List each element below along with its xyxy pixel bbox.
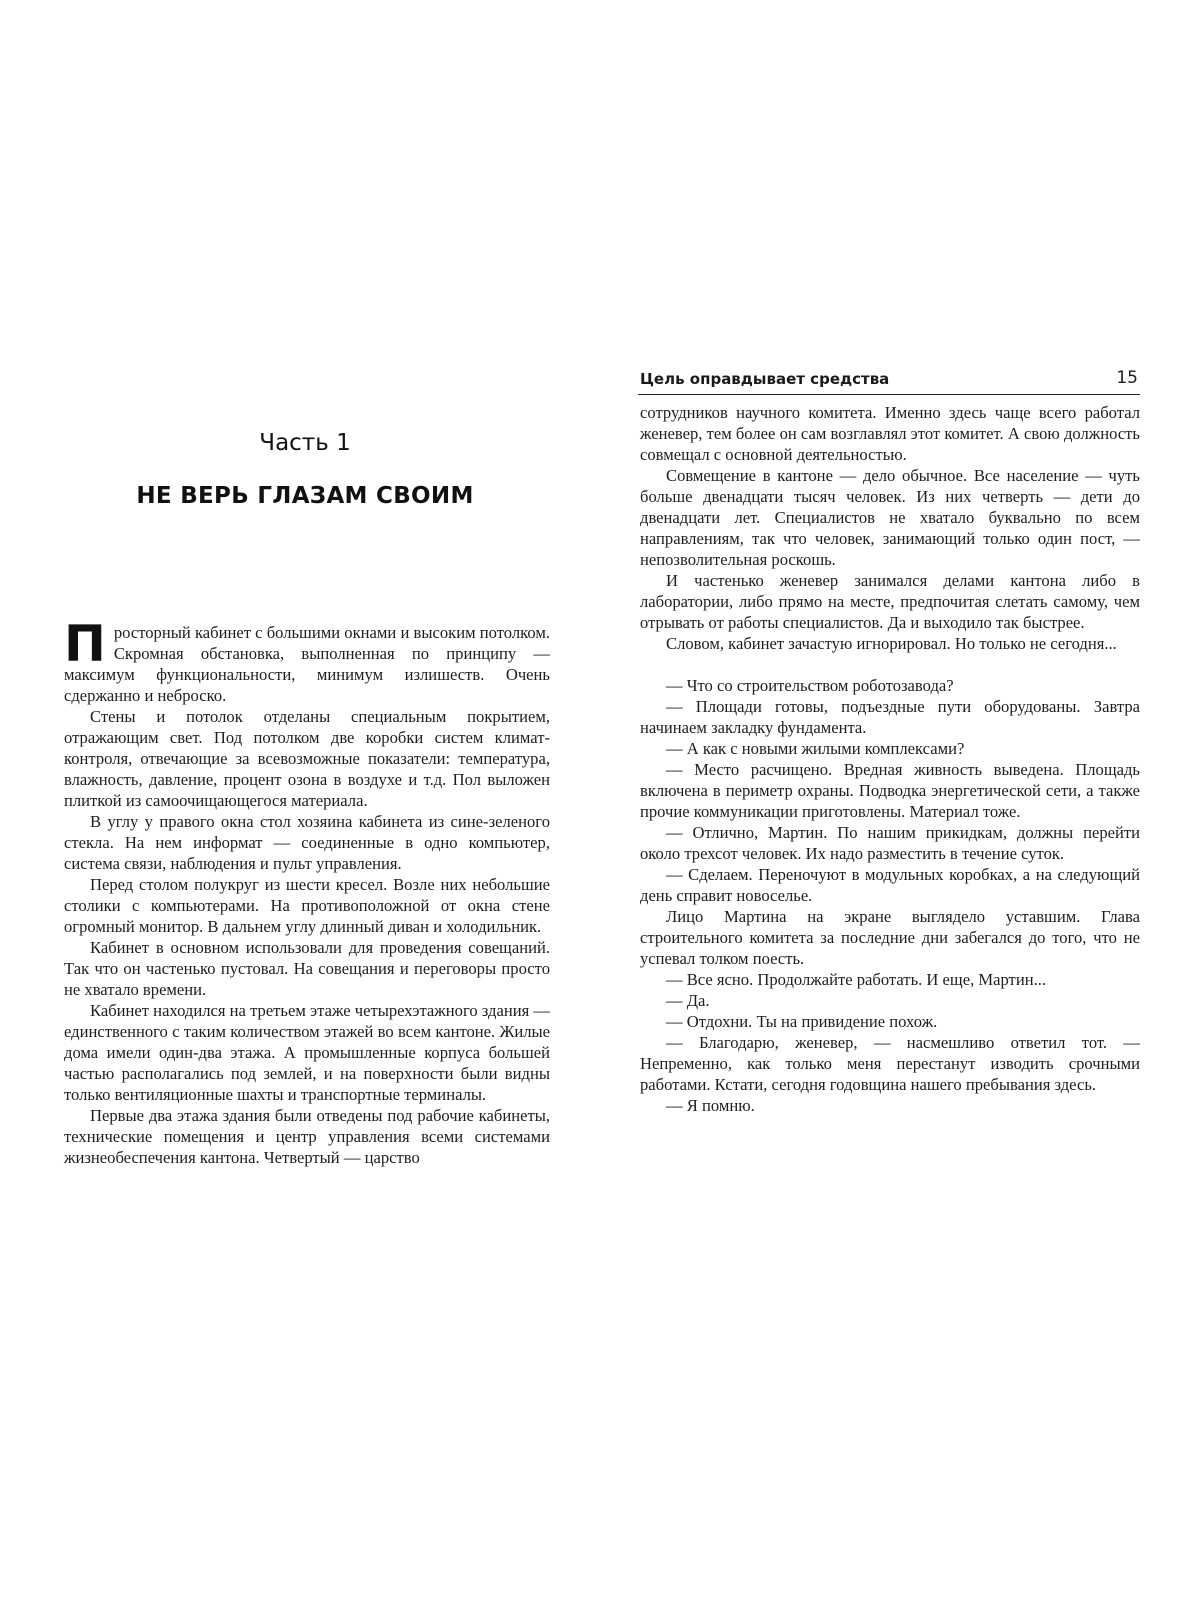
- paragraph: И частенько женевер занимался делами кантона либо в лаборатории, либо прямо на месте, предпочитая слетать самому, чем отрывать от работы специалистов. Да и выходило так быстрее.: [640, 571, 1140, 632]
- paragraph: Лицо Мартина на экране выглядело уставшим. Глава строительного комитета за последние дни забегался до того, что не успевал толком поесть.: [640, 907, 1140, 968]
- paragraph: Первые два этажа здания были отведены под рабочие кабинеты, технические помещения и центр управления всеми системами жизнеобеспечения кантона. Четвертый — царство: [64, 1106, 550, 1167]
- dialogue-line: — Отлично, Мартин. По нашим прикидкам, должны перейти около трехсот человек. Их надо разместить в течение суток.: [640, 823, 1140, 863]
- paragraph: В углу у правого окна стол хозяина кабинета из сине-зеленого стекла. На нем информат — соединенные в одно компьютер, система связи, наблюдения и пульт управления.: [64, 812, 550, 873]
- paragraph: Кабинет в основном использовали для проведения совещаний. Так что он частенько пустовал. На совещания и переговоры просто не хватало времени.: [64, 938, 550, 999]
- paragraph: Словом, кабинет зачастую игнорировал. Но только не сегодня...: [666, 634, 1117, 653]
- dialogue-line: — Отдохни. Ты на привидение похож.: [666, 1012, 938, 1031]
- dialogue-line: — Все ясно. Продолжайте работать. И еще, Мартин...: [666, 970, 1047, 989]
- paragraph: Перед столом полукруг из шести кресел. Возле них небольшие столики с компьютерами. На противоположной от окна стене огромный монитор. В дальнем углу длинный диван и холодильник.: [64, 875, 550, 936]
- dialogue-line: — Благодарю, женевер, — насмешливо ответил тот. — Непременно, как только меня перестанут изводить срочными работами. Кстати, сегодня годовщина нашего пребывания здесь.: [640, 1033, 1140, 1094]
- paragraph-text: росторный кабинет с большими окнами и высоким потолком. Скромная обстановка, выполненная по принципу — максимум функциональности, минимум излишеств. Очень сдержанно и неброско.: [64, 623, 550, 705]
- part-label: Часть 1: [259, 430, 351, 456]
- dialogue-line: — Площади готовы, подъездные пути оборудованы. Завтра начинаем закладку фундамента.: [640, 697, 1140, 737]
- page-number: 15: [1116, 368, 1138, 388]
- dialogue-line: — Я помню.: [666, 1096, 755, 1115]
- chapter-title: НЕ ВЕРЬ ГЛАЗАМ СВОИМ: [136, 483, 474, 509]
- right-body-text: [640, 402, 1140, 1116]
- dialogue-line: — Что со строительством роботозавода?: [666, 676, 954, 695]
- paragraph: [64, 615, 550, 706]
- drop-cap: П: [64, 615, 106, 673]
- right-page: [600, 0, 1200, 1600]
- paragraph: Кабинет находился на третьем этаже четырехэтажного здания — единственного с таким количеством этажей во всем кантоне. Жилые дома имели один-два этажа. А промышленные корпуса большей частью располагались под землей, и на поверхности были видны только вентиляционные шахты и транспортные терминалы.: [64, 1001, 550, 1104]
- paragraph: сотрудников научного комитета. Именно здесь чаще всего работал женевер, тем более он сам возглавлял этот комитет. А свою должность совмещал с основной деятельностью.: [640, 403, 1140, 464]
- paragraph: Стены и потолок отделаны специальным покрытием, отражающим свет. Под потолком две коробки систем климат-контроля, отвечающие за всевозможные показатели: температура, влажность, давление, процент озона в воздухе и т.д. Пол выложен плиткой из самоочищающегося материала.: [64, 707, 550, 810]
- running-head: [638, 368, 1140, 395]
- dialogue-line: — Да.: [666, 991, 710, 1010]
- dialogue-line: — Место расчищено. Вредная живность выведена. Площадь включена в периметр охраны. Подводка энергетической сети, а также прочие коммуникации приготовлены. Материал тоже.: [640, 760, 1140, 821]
- dialogue-line: — Сделаем. Переночуют в модульных коробках, а на следующий день справит новоселье.: [640, 865, 1140, 905]
- running-title: Цель оправдывает средства: [640, 370, 890, 388]
- paragraph: Совмещение в кантоне — дело обычное. Все население — чуть больше двенадцати тысяч человек. Из них четверть — дети до двенадцати лет. Специалистов не хватало буквально по всем направлениям, так что человек, занимающий только один пост, — непозволительная роскошь.: [640, 466, 1140, 569]
- dialogue-line: — А как с новыми жилыми комплексами?: [666, 739, 965, 758]
- left-body-text: [64, 615, 550, 1168]
